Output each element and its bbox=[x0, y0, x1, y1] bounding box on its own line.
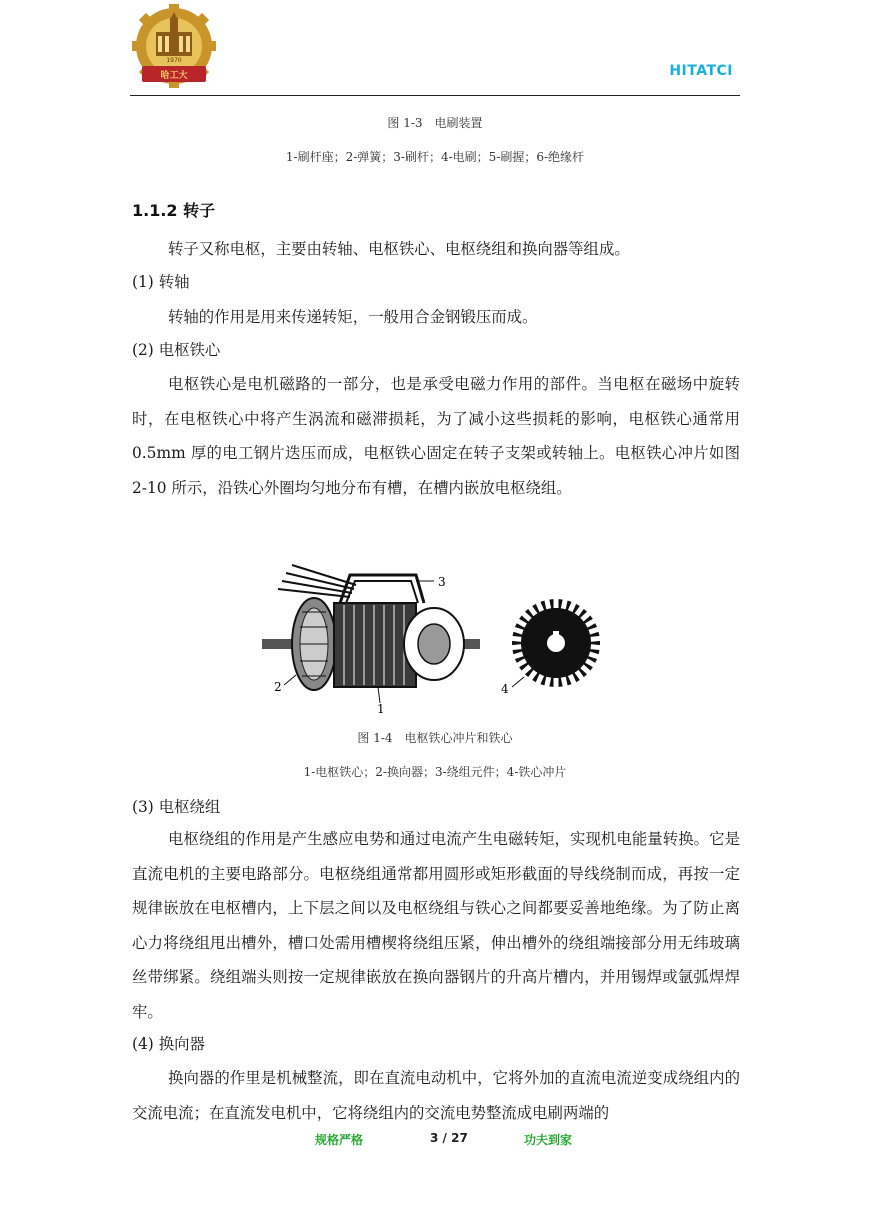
intro-paragraph: 转子又称电枢，主要由转轴、电枢铁心、电枢绕组和换向器等组成。 bbox=[168, 240, 630, 258]
item-2-text: 电枢铁心是电机磁路的一部分，也是承受电磁力作用的部件。当电枢在磁场中旋转时，在电枢铁心中将产生涡流和磁滞损耗，为了减小这些损耗的影响，电枢铁心通常用 0.5mm 厚的电工钢片迭压而成，电枢铁心固定在转子支架或转轴上。电枢铁心冲片如图 2-10 所示，沿铁心外圈均匀地分布有槽，在槽内嵌放电枢绕组。 bbox=[132, 375, 740, 497]
figure-label-4: 4 bbox=[501, 682, 509, 696]
figure-label-2: 2 bbox=[274, 680, 282, 694]
item-1-label: (1) 转轴 bbox=[132, 273, 190, 291]
logo-year: 1970 bbox=[166, 57, 182, 64]
armature-assembly-drawing bbox=[262, 565, 480, 703]
section-heading: 1.1.2 转子 bbox=[132, 201, 216, 220]
brand-name: HITATCI bbox=[669, 63, 733, 79]
item-4-text: 换向器的作里是机械整流，即在直流电动机中，它将外加的直流电流逆变成绕组内的交流电流；在直流发电机中，它将绕组内的交流电势整流成电刷两端的 bbox=[132, 1069, 740, 1122]
figure-1-4-title: 图 1-4 电枢铁心冲片和铁心 bbox=[357, 731, 513, 745]
item-2-label: (2) 电枢铁心 bbox=[132, 341, 221, 359]
figure-label-3: 3 bbox=[438, 575, 446, 589]
logo-name: 哈工大 bbox=[160, 71, 188, 81]
item-3-text: 电枢绕组的作用是产生感应电势和通过电流产生电磁转矩，实现机电能量转换。它是直流电机的主要电路部分。电枢绕组通常都用圆形或矩形截面的导线绕制而成，再按一定规律嵌放在电枢槽内，上下层之间以及电枢绕组与铁心之间都要妥善地绝缘。为了防止离心力将绕组甩出槽外，槽口处需用槽楔将绕组压紧，伸出槽外的绕组端接部分用无纬玻璃丝带绑紧。绕组端头则按一定规律嵌放在换向器钢片的升高片槽内，并用锡焊或氩弧焊焊牢。 bbox=[132, 830, 740, 1021]
header-divider bbox=[130, 95, 740, 96]
figure-1-3-legend: 1-刷杆座；2-弹簧；3-刷杆；4-电刷；5-刷握；6-绝缘杆 bbox=[285, 150, 585, 164]
item-4-label: (4) 换向器 bbox=[132, 1035, 205, 1053]
footer-motto-right: 功夫到家 bbox=[524, 1133, 573, 1147]
figure-label-1: 1 bbox=[377, 702, 385, 716]
figure-1-3-title: 图 1-3 电刷装置 bbox=[387, 116, 483, 130]
page-number: 3 / 27 bbox=[430, 1131, 468, 1145]
footer-motto-left: 规格严格 bbox=[315, 1133, 364, 1147]
armature-figure bbox=[262, 557, 612, 717]
item-1-text: 转轴的作用是用来传递转矩，一般用合金钢锻压而成。 bbox=[168, 308, 538, 326]
figure-1-4-legend: 1-电枢铁心；2-换向器；3-绕组元件；4-铁心冲片 bbox=[303, 765, 567, 779]
university-logo bbox=[128, 4, 220, 90]
item-3-label: (3) 电枢绕组 bbox=[132, 798, 221, 816]
core-lamination-drawing bbox=[510, 597, 602, 689]
